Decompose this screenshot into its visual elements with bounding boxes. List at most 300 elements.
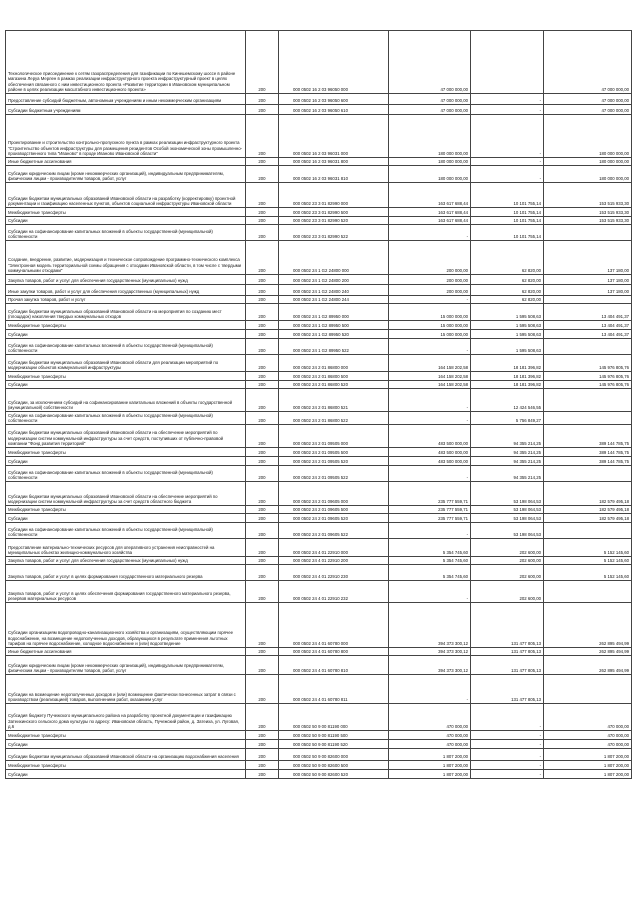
row-description: Субсидии на софинансирование капитальных вложений в объекты государственной (муниципальной) собственности: [6, 466, 246, 482]
row-executed-amount: 18 181 396,82: [471, 372, 544, 381]
row-executed-amount: 10 101 755,14: [471, 217, 544, 225]
row-description: Субсидии бюджетам муниципальных образований Ивановской области на мероприятия по созданию мест (площадок) накопления твердых коммунальных отходов: [6, 304, 246, 321]
row-approved-amount: 1 807 200,00: [389, 761, 471, 770]
row-approved-amount: 470 000,00: [389, 731, 471, 740]
table-row: [6, 656, 632, 675]
row-approved-amount: 163 617 688,44: [389, 208, 471, 217]
row-unexecuted-amount: 137 180,00: [544, 241, 632, 275]
row-line-code: 200: [246, 749, 279, 761]
row-budget-classification-code: 000 0502 50 9 00 82600 500: [279, 761, 389, 770]
row-approved-amount: 394 373 300,12: [389, 656, 471, 675]
row-description: Субсидия бюджету Пучежского муниципального района на разработку проектной документации и газификацию Затеихинского сельского дома культуры по адресу: Ивановская область, Пучежский район, д. Затеиха, ул. Луговая, д.6: [6, 704, 246, 731]
row-unexecuted-amount: [544, 523, 632, 539]
row-unexecuted-amount: 47 000 000,00: [544, 105, 632, 115]
row-budget-classification-code: 000 0502 16 2 03 96050 000: [279, 31, 389, 94]
row-line-code: 200: [246, 330, 279, 339]
row-unexecuted-amount: 1 807 200,00: [544, 761, 632, 770]
row-executed-amount: 131 477 805,13: [471, 603, 544, 648]
row-executed-amount: 62 820,00: [471, 285, 544, 296]
row-executed-amount: 131 477 805,13: [471, 675, 544, 704]
row-description: Закупка товаров, работ и услуг для обеспечения государственных (муниципальных) нужд: [6, 557, 246, 565]
row-budget-classification-code: 000 0502 50 9 00 81190 000: [279, 704, 389, 731]
row-budget-classification-code: 000 0502 16 2 03 96031 800: [279, 158, 389, 166]
row-description: Субсидии бюджетам муниципальных образований Ивановской области на обеспечение мероприятий по модернизации систем коммунальной инфраструктуры за счет средств областного бюджета: [6, 482, 246, 506]
row-description: Межбюджетные трансферты: [6, 208, 246, 217]
table-row: [6, 241, 632, 275]
row-executed-amount: 202 600,00: [471, 557, 544, 565]
row-approved-amount: 47 000 000,00: [389, 105, 471, 115]
table-row: [6, 183, 632, 208]
row-unexecuted-amount: 182 579 495,18: [544, 514, 632, 523]
row-budget-classification-code: 000 0502 24 1 G2 24800 244: [279, 296, 389, 304]
row-unexecuted-amount: [544, 339, 632, 355]
row-budget-classification-code: 000 0502 24 2 01 09505 500: [279, 448, 389, 457]
table-row: [6, 648, 632, 656]
row-unexecuted-amount: 262 895 494,99: [544, 656, 632, 675]
table-row: [6, 296, 632, 304]
table-row: [6, 372, 632, 381]
row-unexecuted-amount: [544, 581, 632, 603]
table-row: [6, 457, 632, 466]
row-unexecuted-amount: 145 976 805,76: [544, 355, 632, 372]
row-line-code: 200: [246, 770, 279, 779]
row-description: Субсидии юридическим лицам (кроме некоммерческих организаций), индивидуальным предпринимателям, физическим лицам - производителям товаров, работ, услуг: [6, 656, 246, 675]
row-description: Межбюджетные трансферты: [6, 372, 246, 381]
row-executed-amount: 53 198 064,53: [471, 523, 544, 539]
row-executed-amount: -: [471, 158, 544, 166]
table-row: [6, 557, 632, 565]
row-executed-amount: -: [471, 761, 544, 770]
row-approved-amount: -: [389, 389, 471, 412]
row-line-code: 200: [246, 285, 279, 296]
row-executed-amount: -: [471, 166, 544, 183]
row-budget-classification-code: 000 0502 16 2 03 96031 000: [279, 115, 389, 158]
row-description: Иные бюджетные ассигнования: [6, 648, 246, 656]
row-line-code: 200: [246, 296, 279, 304]
row-approved-amount: 200 000,00: [389, 275, 471, 285]
row-line-code: 200: [246, 372, 279, 381]
row-budget-classification-code: 000 0502 24 2 01 09505 520: [279, 457, 389, 466]
row-budget-classification-code: 000 0502 23 3 01 82990 522: [279, 225, 389, 241]
row-line-code: 200: [246, 731, 279, 740]
row-budget-classification-code: 000 0502 24 4 01 60780 800: [279, 648, 389, 656]
row-approved-amount: 15 000 000,00: [389, 321, 471, 330]
row-budget-classification-code: 000 0502 24 2 01 86800 521: [279, 389, 389, 412]
row-executed-amount: -: [471, 731, 544, 740]
row-approved-amount: 180 000 000,00: [389, 158, 471, 166]
table-row: [6, 330, 632, 339]
row-description: Закупка товаров, работ и услуг в целях обеспечения формирования государственного материального резерва, резервов материальных ресурсов: [6, 581, 246, 603]
row-unexecuted-amount: 153 515 933,30: [544, 208, 632, 217]
row-approved-amount: 470 000,00: [389, 740, 471, 749]
row-budget-classification-code: 000 0502 23 3 01 82990 520: [279, 217, 389, 225]
row-description: Субсидии: [6, 740, 246, 749]
row-description: Прочая закупка товаров, работ и услуг: [6, 296, 246, 304]
row-line-code: 200: [246, 115, 279, 158]
table-row: [6, 466, 632, 482]
row-approved-amount: -: [389, 339, 471, 355]
row-executed-amount: 10 101 755,14: [471, 208, 544, 217]
row-line-code: 200: [246, 704, 279, 731]
row-budget-classification-code: 000 0502 24 1 G2 24800 240: [279, 285, 389, 296]
row-budget-classification-code: 000 0502 24 2 01 09505 522: [279, 466, 389, 482]
row-line-code: 200: [246, 740, 279, 749]
row-line-code: 200: [246, 482, 279, 506]
row-unexecuted-amount: 470 000,00: [544, 731, 632, 740]
table-row: [6, 275, 632, 285]
row-budget-classification-code: 000 0502 50 9 00 82600 000: [279, 749, 389, 761]
row-budget-classification-code: 000 0502 16 2 03 96050 600: [279, 94, 389, 105]
row-unexecuted-amount: 182 579 495,18: [544, 482, 632, 506]
row-line-code: 200: [246, 648, 279, 656]
row-unexecuted-amount: 5 152 145,60: [544, 539, 632, 557]
row-budget-classification-code: 000 0502 16 2 03 96050 610: [279, 105, 389, 115]
row-line-code: 200: [246, 565, 279, 581]
row-description: Субсидии организациям водопроводно-канализационного хозяйства и организациям, осуществляющим горячее водоснабжение, на возмещение недополученных доходов, образующихся в результате применения льготных тарифов на горячее водоснабжение, холодное водоснабжение и (или) водоотведение: [6, 603, 246, 648]
row-unexecuted-amount: 145 976 805,76: [544, 381, 632, 389]
row-unexecuted-amount: 389 144 785,75: [544, 448, 632, 457]
row-approved-amount: -: [389, 412, 471, 425]
row-budget-classification-code: 000 0502 24 2 01 86800 000: [279, 355, 389, 372]
row-description: Закупка товаров, работ и услуг для обеспечения государственных (муниципальных) нужд: [6, 275, 246, 285]
row-unexecuted-amount: 389 144 785,75: [544, 425, 632, 448]
row-executed-amount: [471, 31, 544, 94]
row-unexecuted-amount: 180 000 000,00: [544, 158, 632, 166]
row-approved-amount: 1 807 200,00: [389, 770, 471, 779]
table-row: [6, 217, 632, 225]
table-row: [6, 225, 632, 241]
table-row: [6, 412, 632, 425]
row-executed-amount: -: [471, 94, 544, 105]
row-unexecuted-amount: 389 144 785,75: [544, 457, 632, 466]
row-line-code: 200: [246, 166, 279, 183]
table-row: [6, 539, 632, 557]
row-budget-classification-code: 000 0502 24 4 01 60780 811: [279, 675, 389, 704]
row-executed-amount: 94 355 214,25: [471, 425, 544, 448]
row-approved-amount: 163 617 688,44: [389, 183, 471, 208]
row-line-code: 200: [246, 389, 279, 412]
row-unexecuted-amount: [544, 466, 632, 482]
row-description: Технологическое присоединение к сетям газораспределения для газификации по Кинешемскому шоссе в районе магазина Леруа Мерлен в рамках реализации инфраструктурного проекта инфраструктурный проект в целях обеспечения связанного с ним инвестиционного проекта «Развитие территории в Ивановском муниципальном районе в целях реализации масштабного инвестиционного проекта»: [6, 31, 246, 94]
row-description: Субсидии, за исключением субсидий на софинансирование капитальных вложений в объекты государственной (муниципальной) собственности: [6, 389, 246, 412]
row-budget-classification-code: 000 0502 24 4 01 60780 000: [279, 603, 389, 648]
table-row: [6, 425, 632, 448]
row-executed-amount: 62 820,00: [471, 275, 544, 285]
row-description: Субсидии: [6, 381, 246, 389]
row-description: Субсидии бюджетам муниципальных образований Ивановской области на разработку (корректировку) проектной документации и газификацию населенных пунктов, объектов социальной инфраструктуры Ивановской области: [6, 183, 246, 208]
row-description: Субсидии: [6, 330, 246, 339]
row-line-code: 200: [246, 448, 279, 457]
row-line-code: 200: [246, 158, 279, 166]
table-row: [6, 166, 632, 183]
row-approved-amount: 5 354 745,60: [389, 565, 471, 581]
row-budget-classification-code: 000 0502 24 2 01 86800 520: [279, 381, 389, 389]
row-approved-amount: 235 777 559,71: [389, 506, 471, 514]
table-row: [6, 158, 632, 166]
row-approved-amount: 483 500 000,00: [389, 448, 471, 457]
table-row: [6, 704, 632, 731]
row-executed-amount: 131 477 805,13: [471, 656, 544, 675]
row-approved-amount: 164 158 202,58: [389, 381, 471, 389]
row-executed-amount: 1 595 508,63: [471, 321, 544, 330]
row-description: Субсидии: [6, 457, 246, 466]
row-executed-amount: 202 600,00: [471, 581, 544, 603]
row-line-code: 200: [246, 275, 279, 285]
table-body: [6, 31, 632, 779]
row-description: Субсидии бюджетам муниципальных образований Ивановской области на обеспечение мероприятий по модернизации систем коммунальной инфраструктуры за счет средств, поступивших от публично-правовой компании "Фонд развития территорий": [6, 425, 246, 448]
table-row: [6, 105, 632, 115]
row-unexecuted-amount: [544, 675, 632, 704]
row-approved-amount: 5 354 745,60: [389, 539, 471, 557]
row-executed-amount: 202 600,00: [471, 539, 544, 557]
row-line-code: 200: [246, 457, 279, 466]
row-executed-amount: 53 198 064,53: [471, 506, 544, 514]
row-line-code: 200: [246, 539, 279, 557]
row-budget-classification-code: 000 0502 24 1 G2 89950 520: [279, 330, 389, 339]
row-executed-amount: 62 820,00: [471, 241, 544, 275]
row-unexecuted-amount: 47 000 000,00: [544, 31, 632, 94]
table-row: [6, 304, 632, 321]
row-line-code: 200: [246, 656, 279, 675]
row-executed-amount: -: [471, 704, 544, 731]
table-row: [6, 565, 632, 581]
row-unexecuted-amount: 1 807 200,00: [544, 749, 632, 761]
row-line-code: 200: [246, 105, 279, 115]
row-budget-classification-code: 000 0502 23 3 01 82990 000: [279, 183, 389, 208]
row-description: Субсидии на софинансирование капитальных вложений в объекты государственной (муниципальной) собственности: [6, 523, 246, 539]
row-budget-classification-code: 000 0502 24 2 01 09605 520: [279, 514, 389, 523]
row-line-code: 200: [246, 321, 279, 330]
row-unexecuted-amount: [544, 412, 632, 425]
row-line-code: 200: [246, 523, 279, 539]
row-unexecuted-amount: 5 152 145,60: [544, 565, 632, 581]
row-unexecuted-amount: 153 515 933,30: [544, 183, 632, 208]
row-executed-amount: 1 595 508,63: [471, 304, 544, 321]
row-executed-amount: -: [471, 749, 544, 761]
row-description: Межбюджетные трансферты: [6, 321, 246, 330]
row-description: Субсидии бюджетам муниципальных образований Ивановской области для реализации мероприятий по модернизации объектов коммунальной инфраструктуры: [6, 355, 246, 372]
row-executed-amount: 53 198 064,53: [471, 482, 544, 506]
table-row: [6, 355, 632, 372]
table-row: [6, 731, 632, 740]
row-budget-classification-code: 000 0502 24 2 01 09505 000: [279, 425, 389, 448]
row-unexecuted-amount: 180 000 000,00: [544, 166, 632, 183]
table-row: [6, 448, 632, 457]
row-approved-amount: 394 373 300,12: [389, 603, 471, 648]
row-executed-amount: 62 820,00: [471, 296, 544, 304]
row-line-code: 200: [246, 603, 279, 648]
row-description: Субсидии юридическим лицам (кроме некоммерческих организаций), индивидуальным предпринимателям, физическим лицам - производителям товаров, работ, услуг: [6, 166, 246, 183]
row-executed-amount: 18 181 396,82: [471, 355, 544, 372]
table-row: [6, 381, 632, 389]
row-approved-amount: 180 000 000,00: [389, 166, 471, 183]
row-budget-classification-code: 000 0502 24 2 01 09605 500: [279, 506, 389, 514]
row-line-code: 200: [246, 183, 279, 208]
row-description: Иные бюджетные ассигнования: [6, 158, 246, 166]
row-unexecuted-amount: 153 515 933,30: [544, 217, 632, 225]
row-approved-amount: 5 354 745,60: [389, 557, 471, 565]
row-budget-classification-code: 000 0502 24 4 01 22910 232: [279, 581, 389, 603]
row-description: Субсидии на софинансирование капитальных вложений в объекты государственной (муниципальной) собственности: [6, 412, 246, 425]
row-approved-amount: 180 000 000,00: [389, 115, 471, 158]
row-line-code: 200: [246, 412, 279, 425]
row-budget-classification-code: 000 0502 50 9 00 82600 520: [279, 770, 389, 779]
table-row: [6, 581, 632, 603]
row-line-code: 200: [246, 506, 279, 514]
table-row: [6, 94, 632, 105]
row-executed-amount: 12 424 546,55: [471, 389, 544, 412]
row-budget-classification-code: 000 0502 24 1 G2 24800 000: [279, 241, 389, 275]
row-executed-amount: 10 101 755,14: [471, 225, 544, 241]
row-approved-amount: 15 000 000,00: [389, 330, 471, 339]
row-line-code: 200: [246, 225, 279, 241]
table-row: [6, 761, 632, 770]
row-description: Субсидии: [6, 217, 246, 225]
row-description: Проектирование и строительство контрольно-пропускного пункта в рамках реализации инфраструктурного проекта "Строительство объектов инфраструктуры для размещения резидентов Особой экономической зоны промышленно-производственного типа "Иваново" в городе Иваново Ивановской области": [6, 115, 246, 158]
row-line-code: 200: [246, 241, 279, 275]
row-description: Субсидии: [6, 770, 246, 779]
row-unexecuted-amount: 470 000,00: [544, 740, 632, 749]
row-line-code: 200: [246, 31, 279, 94]
row-executed-amount: -: [471, 740, 544, 749]
table-row: [6, 506, 632, 514]
row-approved-amount: 470 000,00: [389, 704, 471, 731]
row-line-code: 200: [246, 94, 279, 105]
row-line-code: 200: [246, 761, 279, 770]
row-budget-classification-code: 000 0502 24 1 G2 89950 000: [279, 304, 389, 321]
row-description: Предоставление материально-технических ресурсов для оперативного устранения неисправностей на муниципальных объектах жилищно-коммунального хозяйства: [6, 539, 246, 557]
row-unexecuted-amount: [544, 296, 632, 304]
row-budget-classification-code: 000 0502 23 3 01 82990 500: [279, 208, 389, 217]
row-unexecuted-amount: 180 000 000,00: [544, 115, 632, 158]
row-executed-amount: 94 355 214,25: [471, 466, 544, 482]
row-budget-classification-code: 000 0502 16 2 03 96031 810: [279, 166, 389, 183]
row-approved-amount: 47 000 000,00: [389, 31, 471, 94]
row-unexecuted-amount: [544, 225, 632, 241]
row-executed-amount: 10 101 755,14: [471, 183, 544, 208]
table-row: [6, 514, 632, 523]
table-row: [6, 770, 632, 779]
row-executed-amount: -: [471, 770, 544, 779]
row-budget-classification-code: 000 0502 50 9 00 81190 520: [279, 740, 389, 749]
table-row: [6, 389, 632, 412]
row-unexecuted-amount: 13 404 491,37: [544, 330, 632, 339]
row-description: Закупка товаров, работ и услуг в целях формирования государственного материального резерва: [6, 565, 246, 581]
row-approved-amount: 163 617 688,44: [389, 217, 471, 225]
row-approved-amount: 483 500 000,00: [389, 457, 471, 466]
table-row: [6, 321, 632, 330]
row-approved-amount: 394 373 300,12: [389, 648, 471, 656]
row-budget-classification-code: 000 0502 24 2 01 86800 522: [279, 412, 389, 425]
row-executed-amount: 53 198 064,53: [471, 514, 544, 523]
row-approved-amount: -: [389, 581, 471, 603]
row-budget-classification-code: 000 0502 50 9 00 81190 500: [279, 731, 389, 740]
row-budget-classification-code: 000 0502 24 1 G2 89950 522: [279, 339, 389, 355]
row-unexecuted-amount: [544, 389, 632, 412]
row-unexecuted-amount: 145 976 805,76: [544, 372, 632, 381]
row-approved-amount: 15 000 000,00: [389, 304, 471, 321]
row-unexecuted-amount: 47 000 000,00: [544, 94, 632, 105]
row-approved-amount: -: [389, 675, 471, 704]
row-budget-classification-code: 000 0502 24 2 01 09605 522: [279, 523, 389, 539]
row-approved-amount: 164 158 202,58: [389, 355, 471, 372]
table-row: [6, 208, 632, 217]
budget-expenditure-table: [5, 30, 632, 779]
row-approved-amount: -: [389, 225, 471, 241]
row-description: Субсидии на софинансирование капитальных вложений в объекты государственной (муниципальной) собственности: [6, 339, 246, 355]
row-description: Субсидии на софинансирование капитальных вложений в объекты государственной (муниципальной) собственности: [6, 225, 246, 241]
row-line-code: 200: [246, 381, 279, 389]
table-row: [6, 740, 632, 749]
row-unexecuted-amount: 13 404 491,37: [544, 304, 632, 321]
row-unexecuted-amount: 1 807 200,00: [544, 770, 632, 779]
table-row: [6, 482, 632, 506]
row-description: Межбюджетные трансферты: [6, 731, 246, 740]
table-row: [6, 31, 632, 94]
row-budget-classification-code: 000 0502 24 4 01 60780 810: [279, 656, 389, 675]
row-executed-amount: 1 595 508,63: [471, 339, 544, 355]
row-budget-classification-code: 000 0502 24 2 01 86800 500: [279, 372, 389, 381]
row-executed-amount: -: [471, 105, 544, 115]
row-budget-classification-code: 000 0502 24 4 01 22910 000: [279, 539, 389, 557]
table-row: [6, 285, 632, 296]
row-description: Межбюджетные трансферты: [6, 506, 246, 514]
row-description: Субсидии на возмещение недополученных доходов и (или) возмещение фактически понесенных затрат в связи с производством (реализацией) товаров, выполнением работ, оказанием услуг: [6, 675, 246, 704]
row-line-code: 200: [246, 557, 279, 565]
row-budget-classification-code: 000 0502 24 2 01 09605 000: [279, 482, 389, 506]
row-line-code: 200: [246, 217, 279, 225]
row-unexecuted-amount: 137 180,00: [544, 275, 632, 285]
row-approved-amount: -: [389, 523, 471, 539]
row-line-code: 200: [246, 425, 279, 448]
row-unexecuted-amount: 182 579 495,18: [544, 506, 632, 514]
row-approved-amount: -: [389, 296, 471, 304]
row-unexecuted-amount: 470 000,00: [544, 704, 632, 731]
row-description: Субсидии бюджетным учреждениям: [6, 105, 246, 115]
row-approved-amount: 235 777 559,71: [389, 482, 471, 506]
row-line-code: 200: [246, 466, 279, 482]
row-executed-amount: 202 600,00: [471, 565, 544, 581]
row-executed-amount: 1 595 508,63: [471, 330, 544, 339]
row-line-code: 200: [246, 208, 279, 217]
row-line-code: 200: [246, 675, 279, 704]
table-row: [6, 523, 632, 539]
row-description: Межбюджетные трансферты: [6, 448, 246, 457]
row-description: Создание, внедрение, развитие, модернизация и техническое сопровождение программно-технического комплекса "Электронная модель территориальной схемы обращения с отходами Ивановской области, в том числе с твердыми коммунальными отходами": [6, 241, 246, 275]
row-line-code: 200: [246, 514, 279, 523]
row-line-code: 200: [246, 581, 279, 603]
row-executed-amount: -: [471, 115, 544, 158]
row-executed-amount: 131 477 805,13: [471, 648, 544, 656]
table-row: [6, 339, 632, 355]
row-description: Субсидии: [6, 514, 246, 523]
table-row: [6, 115, 632, 158]
row-unexecuted-amount: 262 895 494,99: [544, 603, 632, 648]
row-description: Предоставление субсидий бюджетным, автономным учреждениям и иным некоммерческим организациям: [6, 94, 246, 105]
row-unexecuted-amount: 262 895 494,99: [544, 648, 632, 656]
row-line-code: 200: [246, 339, 279, 355]
row-approved-amount: 47 000 000,00: [389, 94, 471, 105]
row-unexecuted-amount: 5 152 145,60: [544, 557, 632, 565]
row-executed-amount: 94 355 214,25: [471, 448, 544, 457]
row-approved-amount: 200 000,00: [389, 241, 471, 275]
row-approved-amount: 235 777 559,71: [389, 514, 471, 523]
row-unexecuted-amount: 13 404 491,37: [544, 321, 632, 330]
row-approved-amount: -: [389, 466, 471, 482]
row-executed-amount: 5 756 849,27: [471, 412, 544, 425]
row-budget-classification-code: 000 0502 24 4 01 22910 200: [279, 557, 389, 565]
row-description: Субсидии бюджетам муниципальных образований Ивановской области на организацию водоснабжения населения: [6, 749, 246, 761]
